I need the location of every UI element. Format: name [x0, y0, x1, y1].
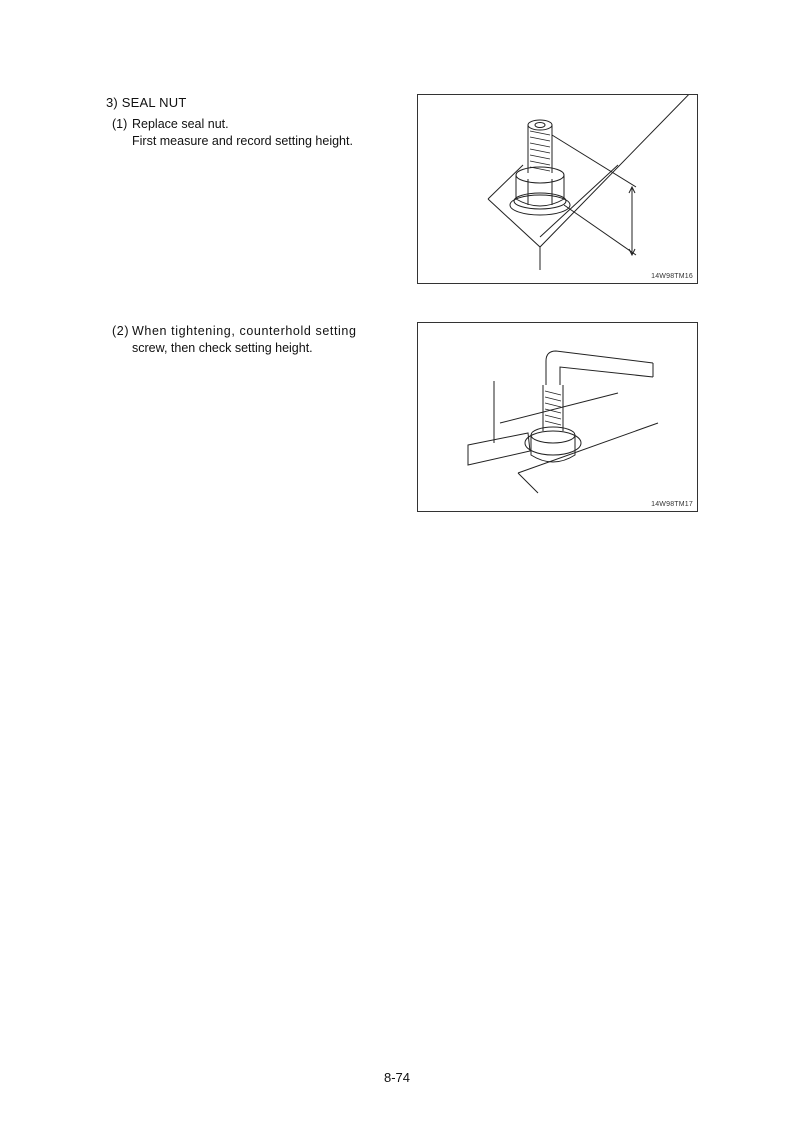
counterhold-tightening-figure	[417, 322, 698, 512]
step-2-number: (2)	[112, 324, 130, 338]
page-number: 8-74	[383, 1070, 411, 1085]
step-1-continuation: First measure and record setting height.	[132, 134, 353, 148]
step-2-text: When tightening, counterhold setting	[132, 324, 357, 338]
counterhold-tightening-illustration	[418, 323, 699, 513]
seal-nut-measure-illustration	[418, 95, 699, 285]
figure-code: 14W98TM17	[651, 501, 693, 508]
step-1-number: (1)	[112, 117, 128, 131]
figure-code: 14W98TM16	[651, 273, 693, 280]
step-1-text: Replace seal nut.	[132, 117, 229, 131]
section-heading: 3) SEAL NUT	[106, 95, 187, 110]
step-1	[112, 114, 229, 134]
seal-nut-measure-figure	[417, 94, 698, 284]
step-2	[112, 321, 357, 341]
step-2-continuation: screw, then check setting height.	[132, 341, 313, 355]
